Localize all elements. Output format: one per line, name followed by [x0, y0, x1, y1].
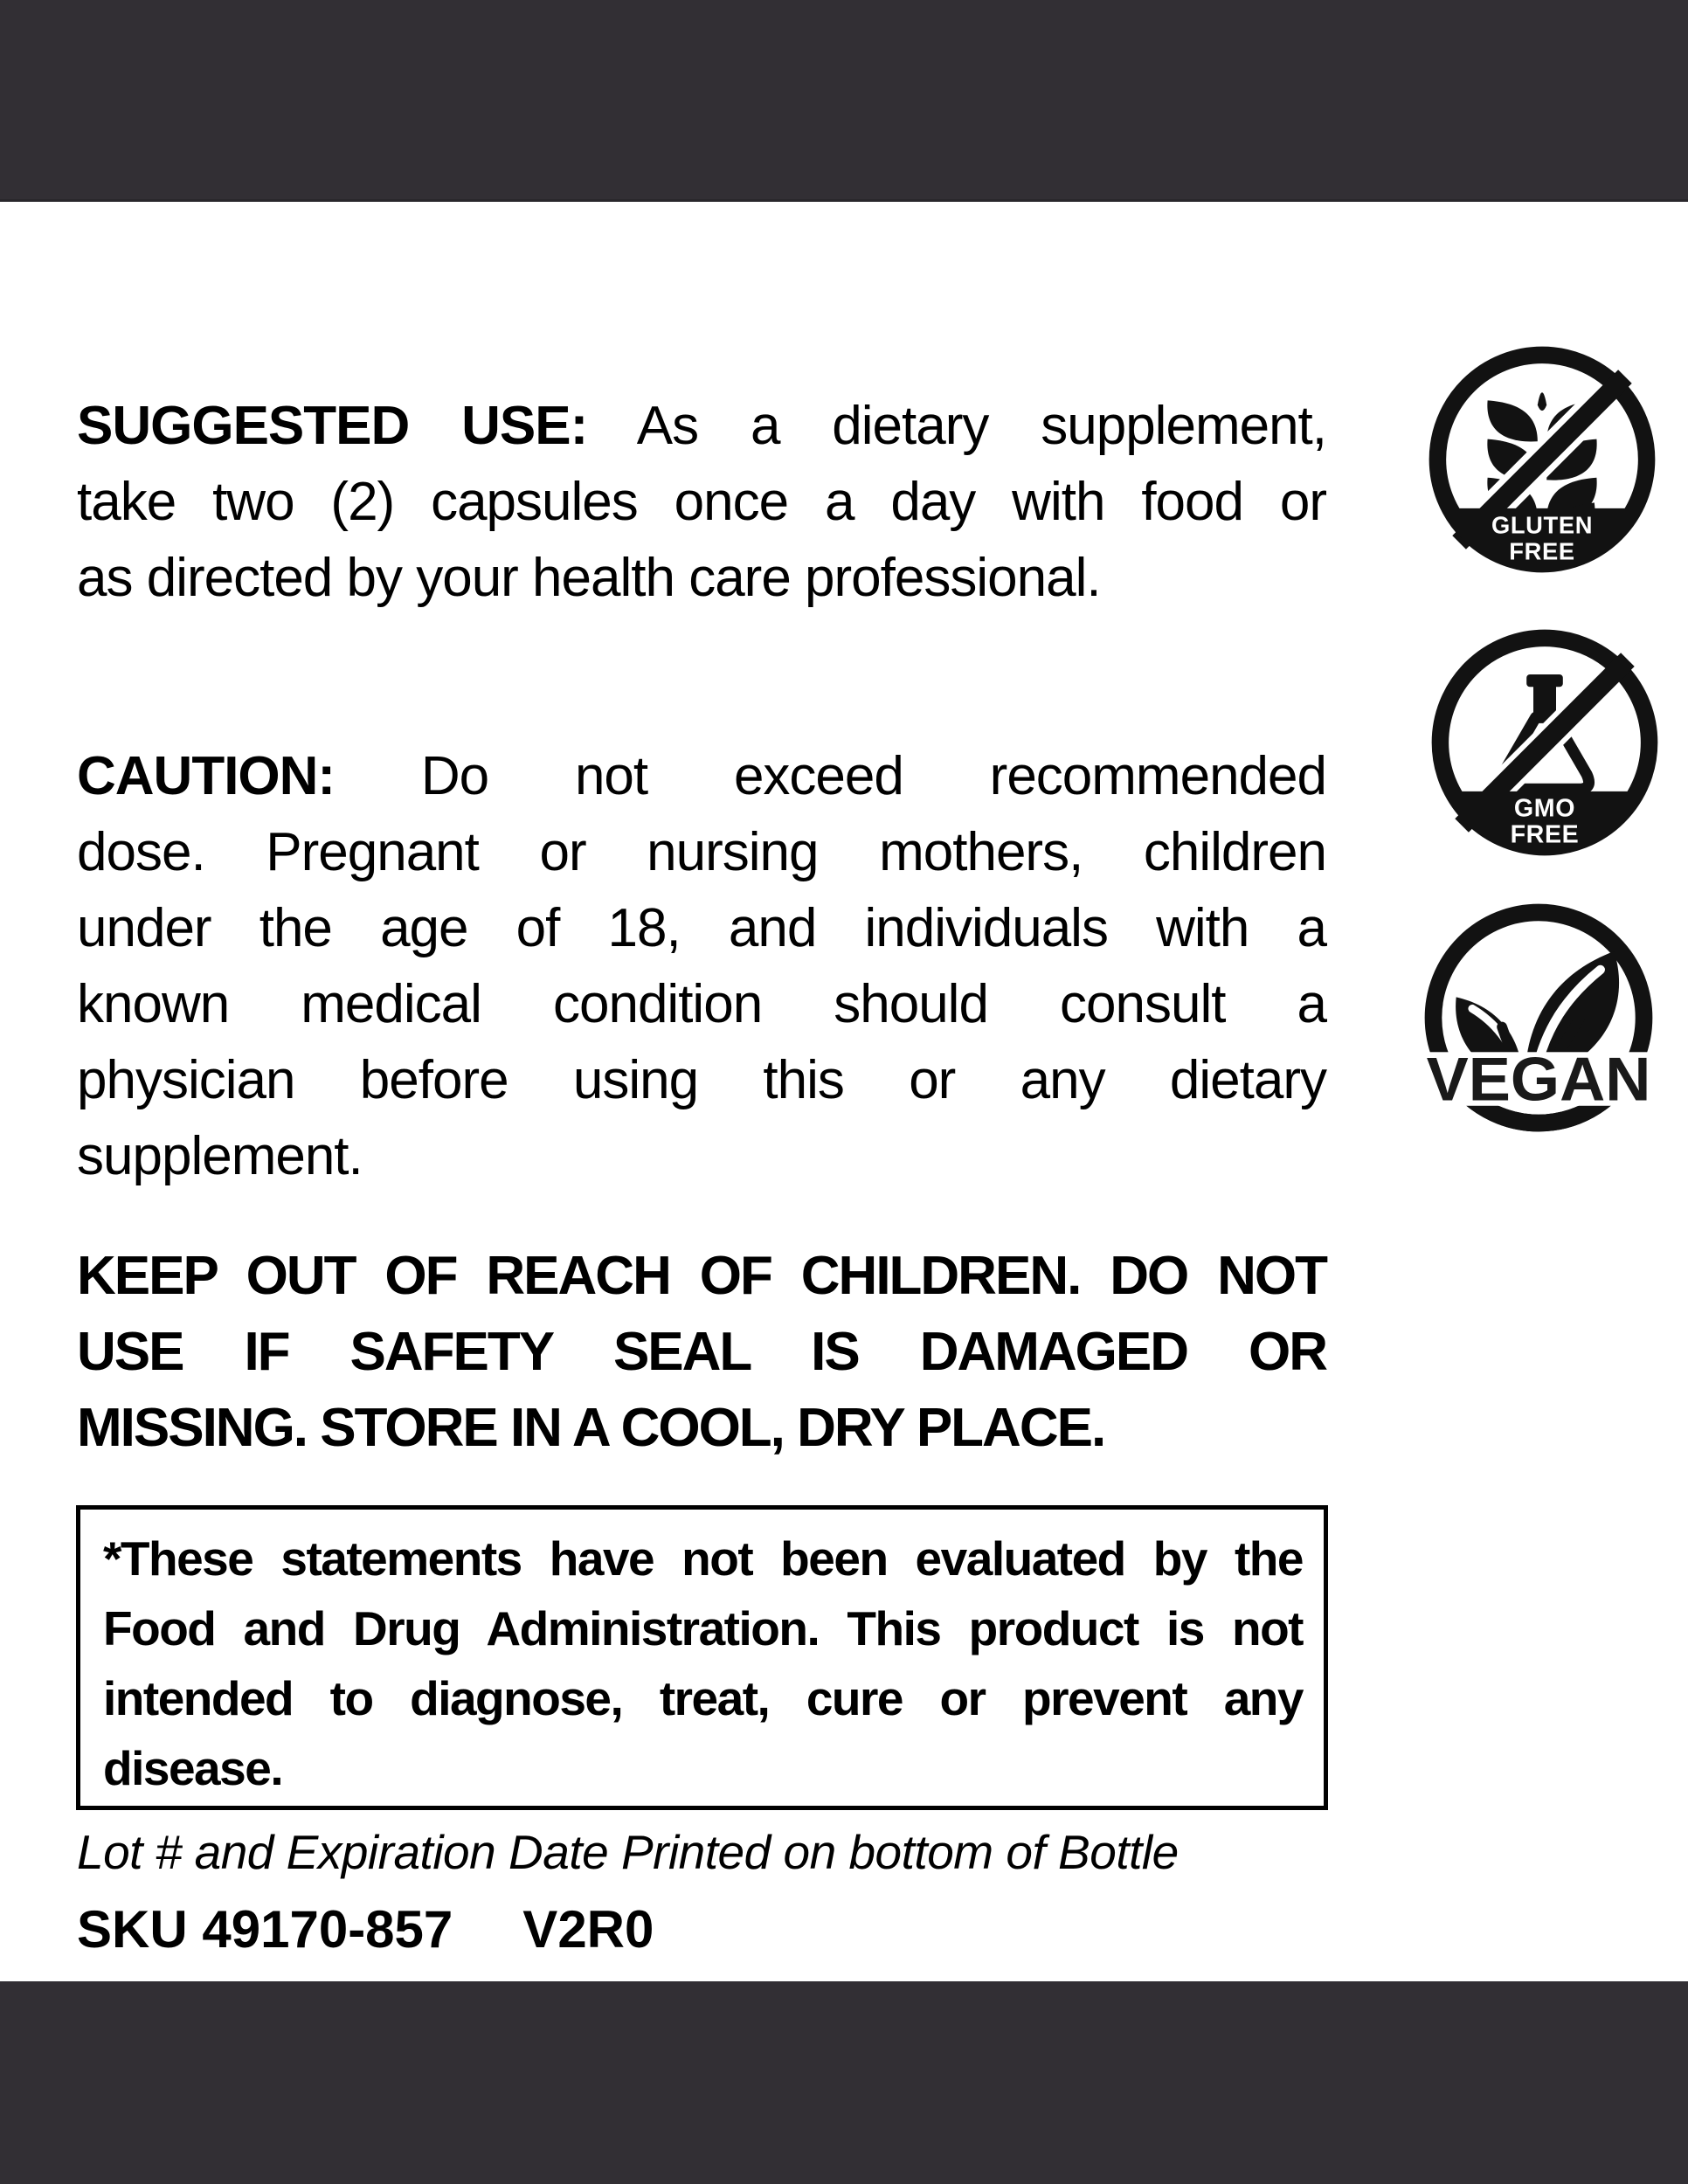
- sku-number: SKU 49170-857: [77, 1900, 453, 1959]
- badge-caption-line1: GLUTEN: [1491, 511, 1594, 539]
- caution-paragraph: [77, 738, 1326, 1194]
- text-line: *These statements have not been evaluated by the: [103, 1531, 1303, 1586]
- text-line: known medical condition should consult a: [77, 974, 1326, 1034]
- bottom-dark-bar: [0, 1981, 1688, 2184]
- text-line: KEEP OUT OF REACH OF CHILDREN. DO NOT: [77, 1246, 1326, 1306]
- text-line: disease.: [103, 1741, 283, 1795]
- vegan-badge: [1424, 903, 1653, 1132]
- text-line: under the age of 18, and individuals with a: [77, 898, 1326, 958]
- caution-label: CAUTION:: [77, 746, 336, 806]
- fda-disclaimer-box: [76, 1505, 1328, 1810]
- badge-caption-line2: FREE: [1510, 820, 1580, 849]
- sku-line: [77, 1901, 1326, 1959]
- text-line: [77, 738, 1326, 814]
- badge-caption-line2: FREE: [1509, 537, 1575, 565]
- text-line: Food and Drug Administration. This product is not: [103, 1601, 1303, 1655]
- text-line: physician before using this or any dietary: [77, 1050, 1326, 1110]
- gmo-free-badge: [1431, 629, 1658, 856]
- text-line: as directed by your health care professional.: [77, 548, 1101, 608]
- text-line: take two (2) capsules once a day with food or: [77, 472, 1326, 532]
- caution-text: Do not exceed recommended: [335, 746, 1326, 806]
- lot-expiration-note: Lot # and Expiration Date Printed on bottom of Bottle: [77, 1825, 1179, 1879]
- vegan-label: VEGAN: [1426, 1044, 1651, 1114]
- text-line: intended to diagnose, treat, cure or prevent any: [103, 1671, 1303, 1725]
- top-dark-bar: [0, 0, 1688, 202]
- text-line: supplement.: [77, 1126, 363, 1186]
- badge-caption-line1: GMO: [1513, 794, 1576, 823]
- suggested-use-paragraph: [77, 388, 1326, 616]
- text-line: MISSING. STORE IN A COOL, DRY PLACE.: [77, 1398, 1105, 1458]
- suggested-use-text: As a dietary supplement,: [587, 396, 1326, 456]
- gluten-free-badge: [1429, 346, 1656, 573]
- keep-out-warning: [77, 1238, 1326, 1466]
- text-line: dose. Pregnant or nursing mothers, children: [77, 822, 1326, 882]
- text-line: [77, 388, 1326, 464]
- suggested-use-label: SUGGESTED USE:: [77, 396, 588, 456]
- text-line: USE IF SAFETY SEAL IS DAMAGED OR: [77, 1322, 1326, 1382]
- version-code: V2R0: [522, 1900, 654, 1959]
